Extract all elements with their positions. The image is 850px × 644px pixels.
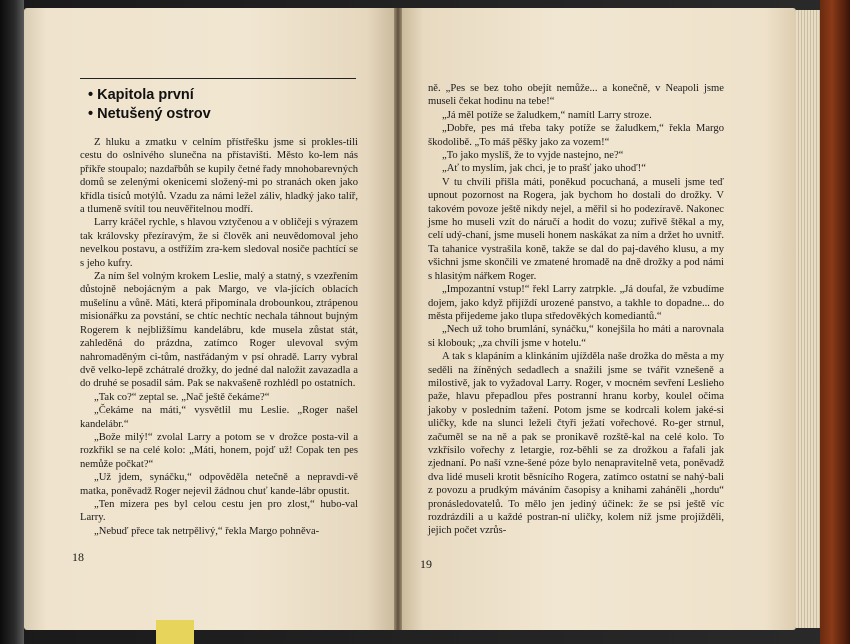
book-gutter [394,8,402,630]
paragraph: „Nebuď přece tak netrpělivý,“ řekla Margo pohněva- [94,525,320,537]
paragraph: ně. „Pes se bez toho obejít nemůže... a konečně, v Neapoli jsme museli čekat hodinu na tebe!“ [428,83,724,108]
paragraph: „Impozantní vstup!“ řekl Larry zatrpkle. „Já doufal, že vzbudíme dojem, jako když přijíždí urozené panstvo, a takhle to dopadne... do města přijedeme jako tlupa středověkých komediantů.“ [428,284,724,322]
paragraph: „Nech už toho brumlání, synáčku,“ konejšila ho máti a narovnala si klobouk; „za chvíli jsme v hotelu.“ [428,324,724,349]
paragraph: „Tak co?“ zeptal se. „Nač ještě čekáme?“ [94,391,270,403]
paragraph: „To jako myslíš, že to vyjde nastejno, ne?“ [442,150,624,162]
page-number-left: 18 [72,550,84,564]
paragraph: „Bože milý!“ zvolal Larry a potom se v drožce posta-vil a rozkřikl se na celé kolo: „Máti, honem, pojď už! Copak ten pes nemůže počkat?“ [80,431,358,470]
paragraph: „Ať to myslím, jak chci, je to prašť jako uhoď!“ [442,163,646,175]
paragraph: „Dobře, pes má třeba taky potíže se žaludkem,“ řekla Margo škodolibě. „To máš pěšky jako za vozem!“ [428,123,724,148]
chapter-rule [80,78,356,79]
page-edges [796,10,820,628]
page-number-right: 19 [420,557,432,571]
paragraph: Larry kráčel rychle, s hlavou vztyčenou a v obličeji s výrazem tak královsky přezíravým, že si člověk ani neuvědomoval jeho nevelkou postavu, a ostřížím zra-kem sledoval nosiče pachtící se s jeho kufry. [80,217,358,269]
chapter-number: • Kapitola první [88,86,211,105]
paragraph: „Už jdem, synáčku,“ odpověděla netečně a nepravdi-vě matka, poněvadž Roger nejevil žádnou chuť kande-lábr opustit. [80,472,358,497]
paragraph: „Já měl potíže se žaludkem,“ namítl Larry stroze. [442,109,652,121]
paragraph: „Čekáme na máti,“ vysvětlil mu Leslie. „Roger našel kandelábr.“ [80,405,358,430]
chapter-heading [88,86,211,124]
paragraph: Za ním šel volným krokem Leslie, malý a statný, s vzezřením důstojně nebojácným a pak Margo, ve vla-jících oblacích mušelínu a vůně. Máti, která připomínala drobounkou, ztrápenou misionářku za povstání, se chtíc nechtíc nechala táhnout bujným Rogerem k nejbližšímu kandelábru, kde musela zůstat stát, zahleděná do prázdna, zatímco Roger ulevoval svým nahromaděným ci-tům, nastřádaným v psí ohradě. Larry vybral dvě velko-lepě zchátralé drožky, do jedné dal naložit zavazadla a do druhé se posadil sám. Pak se nakvašeně rozhlédl po ostatních. [80,271,358,390]
paragraph: V tu chvíli přišla máti, poněkud pocuchaná, a museli jsme teď upnout pozornost na Rogera, jak bychom ho dostali do drožky. V takovém povoze ještě nikdy nejel, a měřil si ho podezíravě. Nakonec jsme ho museli vzít do náručí a hodit do vozu; zuřivě štěkal a my, celí udý-chaní, jsme museli honem naskákat za ním a držet ho uvnitř. Ta tahanice vystrašila koně, takže se dal do paj-davého klusu, a my všichni jsme skončili ve zmatené hromadě na dně drožky a pod námi s hlasitým nářkem Roger. [428,176,724,282]
right-page-text [428,82,724,538]
paragraph: Z hluku a zmatku v celním přístřešku jsme si prokles-tili cestu do oslnivého slunečna na přístavišti. Město ko-lem nás příkře stoupalo; nazdařbůh se kupily četné řady mnohobarevných domů se zelenými okenicemi složený-mi po stranách oken jako křídla tisíců motýlů. Vzadu za námi ležel záliv, hladký jako talíř, a tlumeně svítil tou neuvěřitelnou modří. [80,137,358,216]
left-page-text [80,136,358,538]
book-cover-right [820,0,850,644]
paragraph: „Ten mizera pes byl celou cestu jen pro zlost,“ hubo-val Larry. [80,498,358,524]
chapter-title: • Netušený ostrov [88,105,211,124]
yellow-tab [156,620,194,644]
book-cover-left [0,0,24,644]
paragraph: A tak s klapáním a klinkáním ujížděla naše drožka do města a my seděli na žíněných sedadlech a snažili jsme se tvářit vznešeně a milostivě, jak to vyžadoval Larry. Roger, v mocném sevření Leslieho paže, hlavu přepadlou přes postranní hranu korby, koulel očima jakoby v posledním tažení. Potom jsme se kodrcali kolem jaké-si uličky, kde na slunci leželi čtyři ježatí vořechové. Ro-ger strnul, začuměl se na ně a pak se pronikavě rozště-kal na celé kolo. To vzkřísilo vořechy z letargie, roz-běhli se za drožkou a řafali jak zjednaní. Po naší vzne-šené póze bylo nenapravitelně veta, poněvadž dva lidé museli krotit běsnícího Rogera, zatímco ostatní se nahý-bali z povozu a prudkým máváním časopisy a knihami zaháněli „hordu“ pronásledovatelů. To mělo jen jediný účinek: že se psi ještě víc rozdrázdili a u každé postran-ní uličky, kolem níž jsme projížděli, jejich počet vzrůs- [428,351,724,537]
